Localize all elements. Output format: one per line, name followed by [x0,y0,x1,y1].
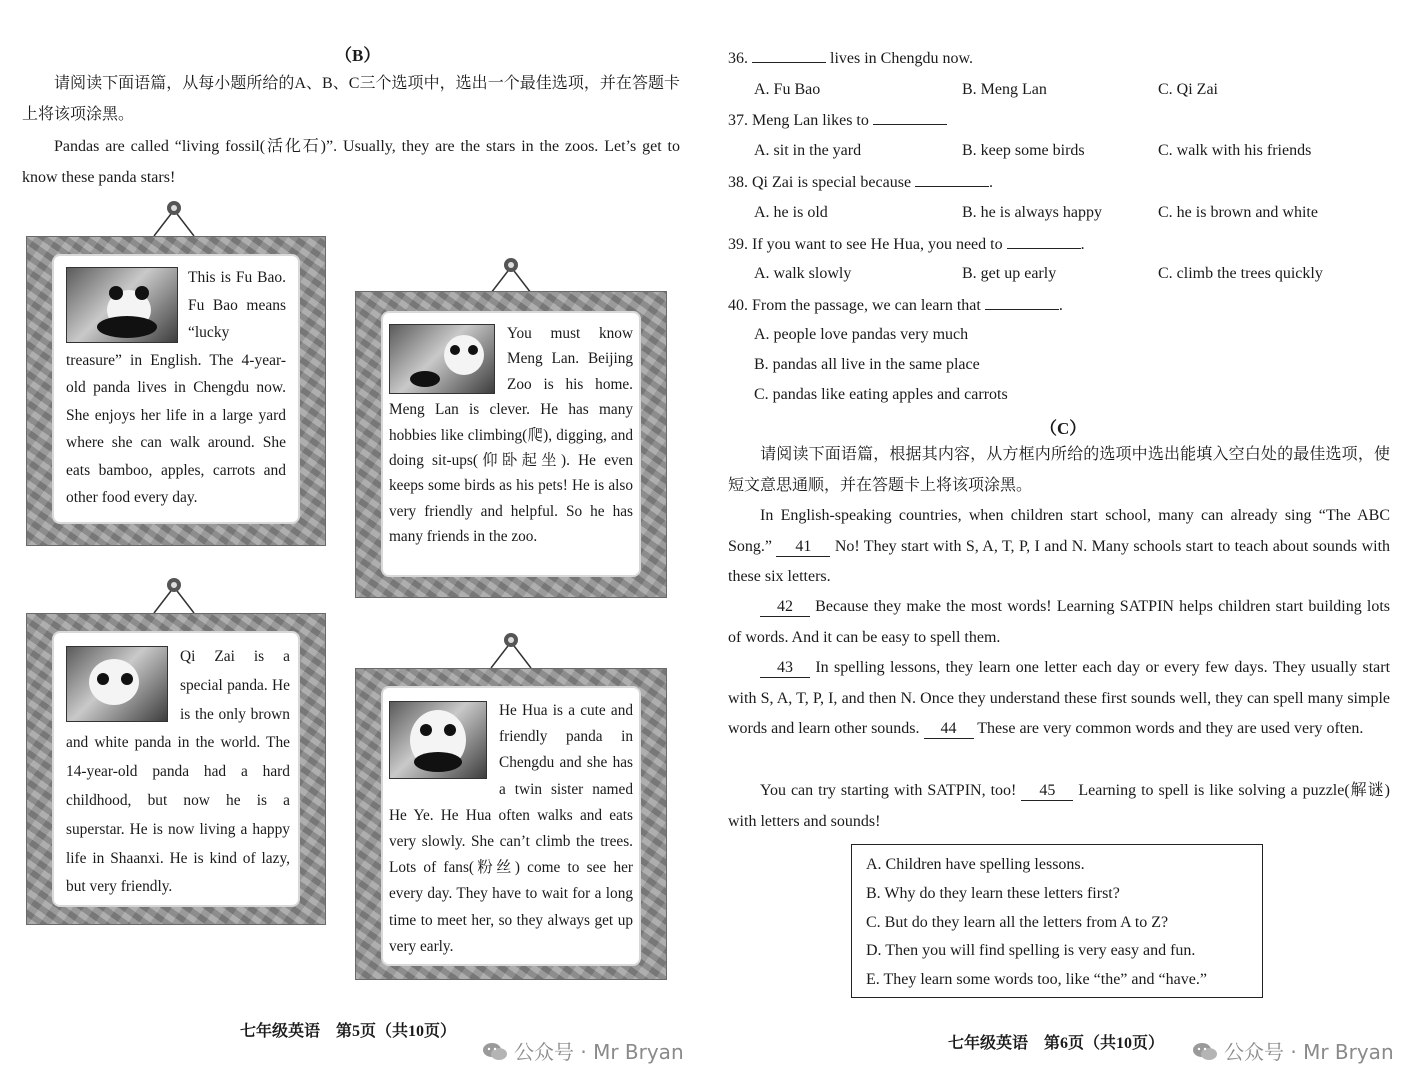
question-37: 37. Meng Lan likes to [728,110,947,131]
box-option-a: A. Children have spelling lessons. [866,856,1085,873]
section-b-title: （B） [335,46,381,65]
left-page [0,0,700,1080]
answer-blank[interactable] [985,295,1059,310]
poster-text: You must know Meng Lan. Beijing Zoo is his home. Meng Lan is clever. He has many hobbies like climbing(爬), digging, and doing sit-ups(仰卧起坐). He even keeps some birds as his pets! He is also very friendly and helpful. So he has many friends in the zoo. [389,325,633,546]
blank-43[interactable]: 43 [760,659,810,678]
poster-text: He Hua is a cute and friendly panda in Chengdu and she has a twin sister named He Ye. He Hua often walks and eats very slowly. She can’t climb the trees. Lots of fans(粉丝) come to see her every day. They have to wait for a long time to meet her, so they always get up very early. [389,702,633,955]
poster-text: Qi Zai is a special panda. He is the only brown and white panda in the world. The 14-year-old panda had a hard childhood, but now he is a superstar. He is now living a happy life in Shaanxi. He is kind of lazy, but very friendly. [66,648,290,896]
options-box [851,844,1263,998]
box-option-e: E. They learn some words too, like “the” and “have.” [866,971,1207,989]
poster-he-hua [355,630,667,980]
poster-card [383,313,639,575]
option-37-a[interactable]: A. sit in the yard [754,142,862,159]
question-40: 40. From the passage, we can learn that . [728,297,1063,314]
section-c-instruction: 请阅读下面语篇，根据其内容，从方框内所给的选项中选出能填入空白处的最佳选项，使短文意思通顺，并在答题卡上将该项涂黑。 [728,446,1390,494]
panda-photo-meng-lan [389,324,495,394]
question-39: 39. If you want to see He Hua, you need to . [728,236,1085,253]
passage-paragraph-1: In English-speaking countries, when children start school, many can already sing “The ABC Song.” 41 No! They start with S, A, T, P, I and N. Many schools start to teach about sounds with these six letters. [728,507,1391,585]
poster-card [54,256,298,522]
question-38: 38. Qi Zai is special because . [728,174,994,191]
section-c-title: （C） [1040,419,1087,438]
watermark: 公众号 · Mr Bryan [482,1036,684,1065]
option-38-a[interactable]: A. he is old [754,204,828,221]
page-footer: 七年级英语 第6页（共10页） [948,1035,1165,1052]
answer-blank[interactable] [915,172,989,187]
wechat-icon [482,1042,508,1062]
box-option-d: D. Then you will find spelling is very easy and fun. [866,942,1196,960]
pin-icon [483,255,543,295]
pin-icon [146,575,206,615]
box-option-b: B. Why do they learn these letters first? [866,884,1120,902]
section-b-intro: Pandas are called “living fossil(活化石)”. Usually, they are the stars in the zoos. Let’s get to know these panda stars! [22,138,680,186]
wechat-icon [1192,1042,1218,1062]
answer-blank[interactable] [752,48,826,63]
blank-42[interactable]: 42 [760,598,810,617]
panda-photo-fu-bao [66,267,178,343]
passage-paragraph-4: You can try starting with SATPIN, too! 45 Learning to spell is like solving a puzzle(解谜) with letters and sounds! [728,782,1390,830]
pin-icon [483,630,543,670]
option-40-b[interactable]: B. pandas all live in the same place [754,356,980,373]
blank-44[interactable]: 44 [924,720,974,739]
answer-blank[interactable] [873,110,947,125]
poster-qi-zai [26,575,326,925]
section-b-instruction: 请阅读下面语篇，从每小题所给的A、B、C三个选项中，选出一个最佳选项，并在答题卡上将该项涂黑。 [22,75,680,123]
option-37-b[interactable]: B. keep some birds [962,142,1085,159]
page-footer: 七年级英语 第5页（共10页） [240,1023,457,1040]
panda-photo-qi-zai [66,646,168,722]
pin-icon [146,198,206,238]
option-38-b[interactable]: B. he is always happy [962,204,1102,221]
question-36: 36. lives in Chengdu now. [728,50,973,67]
option-36-c[interactable]: C. Qi Zai [1158,81,1218,98]
option-39-b[interactable]: B. get up early [962,265,1057,282]
poster-card [54,633,298,905]
option-40-a[interactable]: A. people love pandas very much [754,326,969,343]
blank-45[interactable]: 45 [1021,782,1073,801]
watermark: 公众号 · Mr Bryan [1192,1036,1394,1065]
passage-paragraph-3: 43 In spelling lessons, they learn one letter each day or every few days. They usually start with S, A, T, P, I, and then N. Once they understand these first sounds well, they can spell many simple words and learn other sounds. 44 These are very common words and they are used very often. [728,659,1391,737]
option-39-a[interactable]: A. walk slowly [754,265,852,282]
option-36-a[interactable]: A. Fu Bao [754,81,821,98]
option-39-c[interactable]: C. climb the trees quickly [1158,265,1323,282]
box-option-c: C. But do they learn all the letters from A to Z? [866,913,1169,931]
poster-meng-lan [355,255,667,598]
poster-fu-bao [26,198,326,546]
panda-photo-he-hua [389,701,487,779]
passage-paragraph-2: 42 Because they make the most words! Learning SATPIN helps children start building lots of words. And it can be easy to spell them. [728,598,1391,646]
answer-blank[interactable] [1007,234,1081,249]
option-40-c[interactable]: C. pandas like eating apples and carrots [754,386,1008,403]
option-38-c[interactable]: C. he is brown and white [1158,204,1318,221]
poster-text: This is Fu Bao. Fu Bao means “lucky treasure” in English. The 4-year-old panda lives in Chengdu now. She enjoys her life in a large yard where she can walk around. She eats bamboo, apples, carrots and other food every day. [66,269,286,506]
option-36-b[interactable]: B. Meng Lan [962,81,1047,98]
right-page [708,0,1408,1080]
blank-41[interactable]: 41 [776,538,830,557]
poster-card [383,688,639,964]
option-37-c[interactable]: C. walk with his friends [1158,142,1312,159]
